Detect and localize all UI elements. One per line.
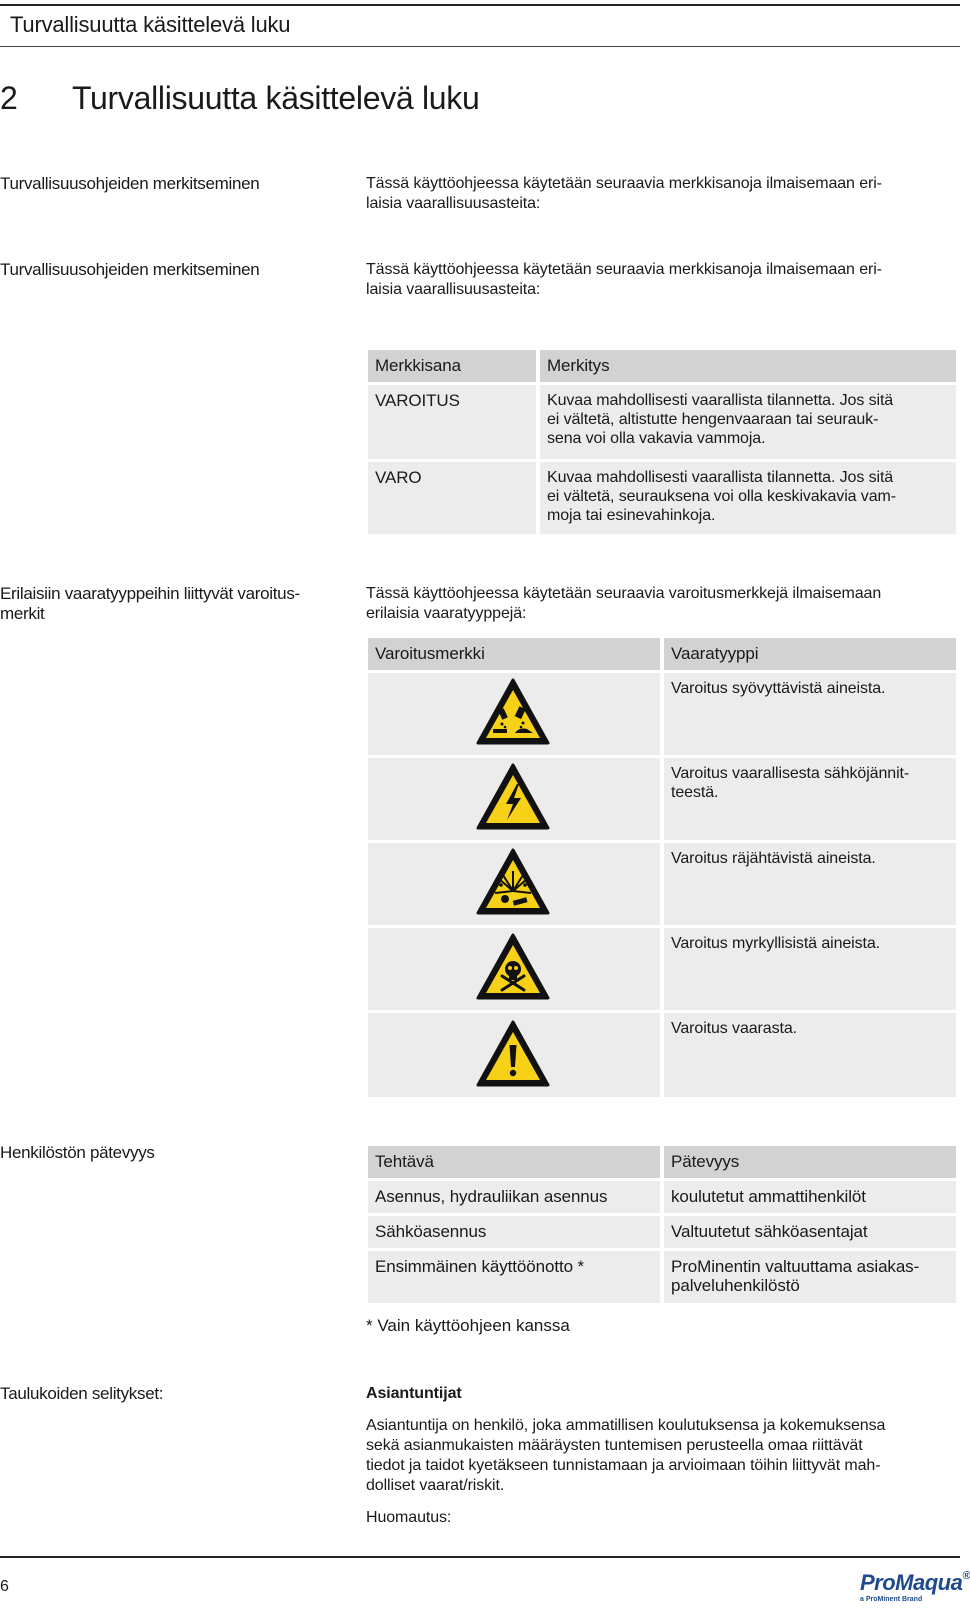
task-cell: Sähköasennus [368,1216,660,1248]
header-top-rule [0,4,960,6]
corrosive-icon [475,677,551,747]
promaqua-logo [860,1570,970,1606]
sign-cell [368,843,660,925]
text-line: ei vältetä, seurauksena voi olla keskivakavia vam- [547,488,896,505]
logo-text: ProMaqua [860,1570,963,1595]
table-header-cell: Tehtävä [368,1146,660,1178]
explosive-icon [475,847,551,917]
text-line: palveluhenkilöstö [671,1276,800,1295]
chapter-number: 2 [0,80,18,116]
meaning-cell [540,385,956,459]
page-number: 6 [0,1578,9,1595]
text-line: erilaisia vaaratyyppejä: [366,605,527,622]
subheading: Asiantuntijat [366,1385,462,1402]
table-footnote: * Vain käyttöohjeen kanssa [366,1316,570,1335]
section-text [366,174,956,214]
text-line: merkit [0,604,45,623]
table-header-cell: Merkkisana [368,350,536,382]
sign-cell [368,758,660,840]
text-line: ei vältetä, altistutte hengenvaaraan tai seurauk- [547,411,879,428]
text-line: moja tai esinevahinkoja. [547,507,716,524]
logo-subtext: a ProMinent Brand [860,1596,923,1603]
text-line: teestä. [671,784,719,801]
text-line: Tässä käyttöohjeessa käytetään seuraavia merkkisanoja ilmaisemaan eri- [366,175,882,192]
text-line: Varoitus räjähtävistä aineista. [671,850,876,867]
section-heading: Taulukoiden selitykset: [0,1384,164,1403]
qualification-cell [664,1216,956,1248]
qualification-cell [664,1181,956,1213]
chapter-title-text: Turvallisuutta käsittelevä luku [72,80,480,116]
definition-paragraph [366,1416,956,1496]
task-cell: Ensimmäinen käyttöönotto * [368,1251,660,1303]
section-heading: Henkilöstön pätevyys [0,1143,155,1162]
hazard-type-cell [664,928,956,1010]
hazard-type-cell [664,843,956,925]
logo-registered-mark: ® [962,1570,970,1582]
text-line: Varoitus vaarallisesta sähköjännit- [671,765,910,782]
chapter-title [0,80,479,117]
running-header-title: Turvallisuutta käsittelevä luku [10,12,291,37]
section-heading: Turvallisuusohjeiden merkitseminen [0,174,260,193]
qualification-cell [664,1251,956,1303]
text-line: sekä asianmukaisten määräysten tuntemisen perusteella omaa riittävät [366,1437,863,1454]
signal-word-cell: VAROITUS [368,385,536,459]
text-line: Tässä käyttöohjeessa käytetään seuraavia merkkisanoja ilmaisemaan eri- [366,261,882,278]
text-line: koulutetut ammattihenkilöt [671,1187,866,1206]
toxic-icon [475,932,551,1002]
text-line: Varoitus vaarasta. [671,1020,797,1037]
section-text [366,260,956,300]
meaning-cell [540,462,956,534]
text-line: laisia vaarallisuusasteita: [366,195,541,212]
table-header-cell: Pätevyys [664,1146,956,1178]
text-line: Kuvaa mahdollisesti vaarallista tilannetta. Jos sitä [547,469,894,486]
table-header-cell: Merkitys [540,350,956,382]
signal-word-cell: VARO [368,462,536,534]
text-line: Varoitus myrkyllisistä aineista. [671,935,881,952]
electricity-icon [475,762,551,832]
text-line: Valtuutetut sähköasentajat [671,1222,868,1241]
text-line: laisia vaarallisuusasteita: [366,281,541,298]
text-line: Varoitus syövyttävistä aineista. [671,680,886,697]
text-line: Kuvaa mahdollisesti vaarallista tilannetta. Jos sitä [547,392,894,409]
text-line: dolliset vaarat/riskit. [366,1477,505,1494]
header-bottom-rule [0,46,960,47]
text-line: Tässä käyttöohjeessa käytetään seuraavia varoitusmerkkejä ilmaisemaan [366,585,882,602]
sign-cell [368,928,660,1010]
general-danger-icon [475,1019,551,1089]
footer-rule [0,1556,960,1558]
text-line: ProMinentin valtuuttama asiakas- [671,1257,920,1276]
note-label: Huomautus: [366,1509,452,1526]
hazard-type-cell [664,758,956,840]
text-line: Asiantuntija on henkilö, joka ammatillisen koulutuksensa ja kokemuksensa [366,1417,886,1434]
text-line: sena voi olla vakavia vammoja. [547,430,766,447]
table-header-cell: Vaaratyyppi [664,638,956,670]
hazard-type-cell [664,1013,956,1097]
section-text [366,584,956,624]
text-line: tiedot ja taidot kyetäkseen tunnistamaan ja arvioimaan töihin liittyvät mah- [366,1457,881,1474]
task-cell: Asennus, hydrauliikan asennus [368,1181,660,1213]
sign-cell [368,673,660,755]
section-heading: Turvallisuusohjeiden merkitseminen [0,260,260,279]
section-heading [0,584,330,624]
text-line: Erilaisiin vaaratyyppeihin liittyvät varoitus- [0,584,300,603]
table-header-cell: Varoitusmerkki [368,638,660,670]
hazard-type-cell [664,673,956,755]
sign-cell [368,1013,660,1097]
